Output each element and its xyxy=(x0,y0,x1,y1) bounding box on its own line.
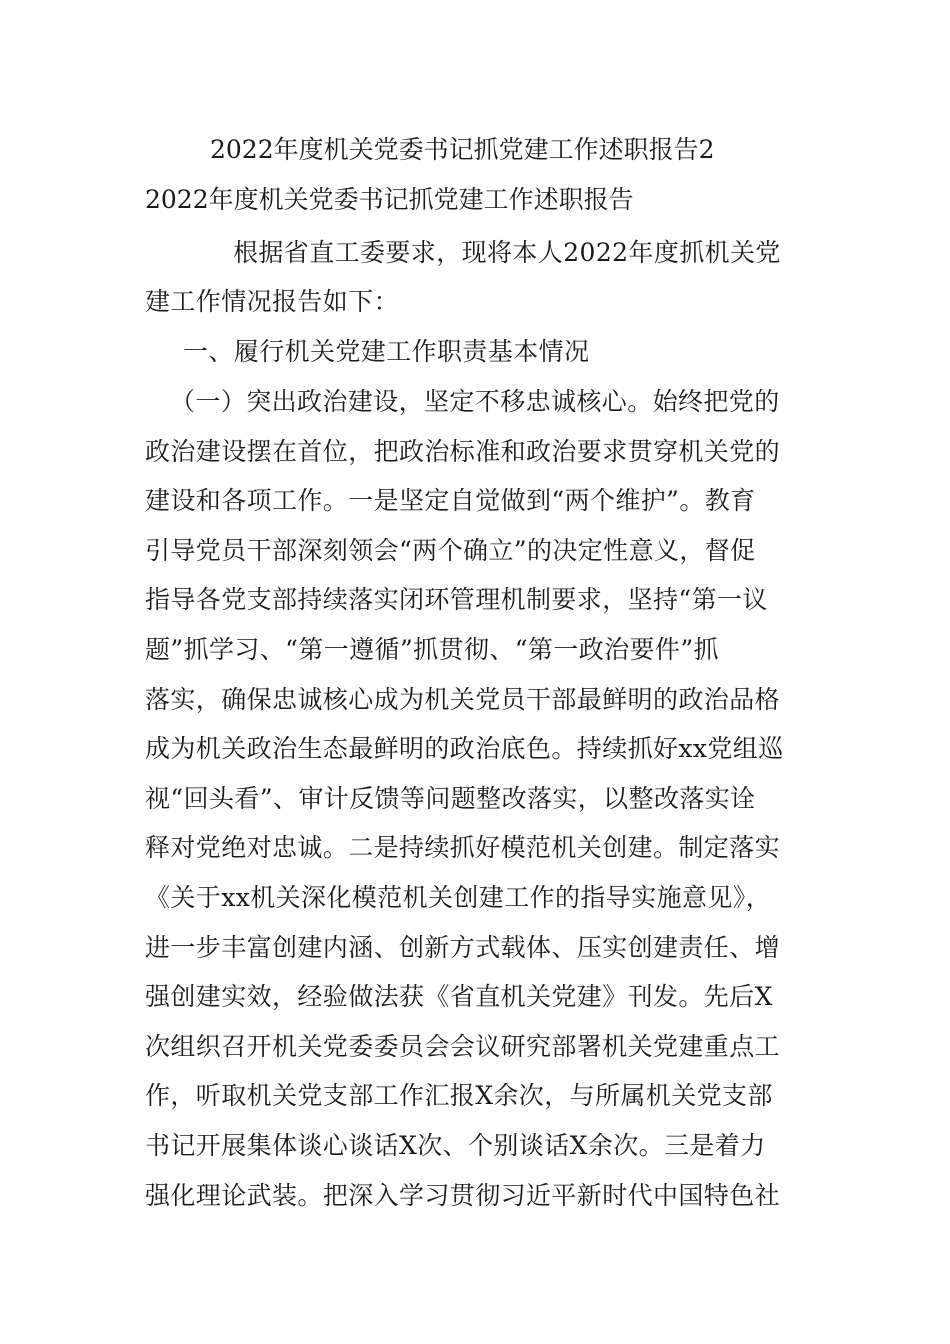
body-line: 次组织召开机关党委委员会会议研究部署机关党建重点工 xyxy=(145,1032,781,1061)
body-line: 指导各党支部持续落实闭环管理机制要求，坚持“第一议 xyxy=(145,585,768,614)
body-line: 题”抓学习、“第一遵循”抓贯彻、“第一政治要件”抓 xyxy=(145,635,719,664)
body-line: （一）突出政治建设，坚定不移忠诚核心。始终把党的 xyxy=(170,387,780,416)
body-line: 强创建实效，经验做法获《省直机关党建》刊发。先后X xyxy=(145,982,773,1011)
body-line: 释对党绝对忠诚。二是持续抓好模范机关创建。制定落实 xyxy=(145,833,781,862)
body-line: 视“回头看”、审计反馈等问题整改落实，以整改落实诠 xyxy=(145,784,756,813)
body-line: 进一步丰富创建内涵、创新方式载体、压实创建责任、增 xyxy=(145,933,781,962)
body-line: 书记开展集体谈心谈话X次、个别谈话X余次。三是着力 xyxy=(145,1131,766,1160)
body-line: 落实，确保忠诚核心成为机关党员干部最鲜明的政治品格 xyxy=(145,685,781,714)
body-line: 强化理论武装。把深入学习贯彻习近平新时代中国特色社 xyxy=(145,1181,781,1210)
body-line: 作，听取机关党支部工作汇报X余次，与所属机关党支部 xyxy=(145,1081,773,1110)
section-heading: 一、履行机关党建工作职责基本情况 xyxy=(183,337,590,366)
body-line: 《关于xx机关深化模范机关创建工作的指导实施意见》， xyxy=(145,883,772,912)
body-line: 成为机关政治生态最鲜明的政治底色。持续抓好xx党组巡 xyxy=(145,734,784,763)
document-title: 2022年度机关党委书记抓党建工作述职报告2 xyxy=(210,135,715,164)
document-subtitle: 2022年度机关党委书记抓党建工作述职报告 xyxy=(145,185,634,214)
body-line: 政治建设摆在首位，把政治标准和政治要求贯穿机关党的 xyxy=(145,437,781,466)
body-line: 引导党员干部深刻领会“两个确立”的决定性意义，督促 xyxy=(145,536,756,565)
intro-line-2: 建工作情况报告如下： xyxy=(145,287,400,316)
body-line: 建设和各项工作。一是坚定自觉做到“两个维护”。教育 xyxy=(145,486,756,515)
intro-line-1: 根据省直工委要求，现将本人2022年度抓机关党 xyxy=(233,238,781,267)
